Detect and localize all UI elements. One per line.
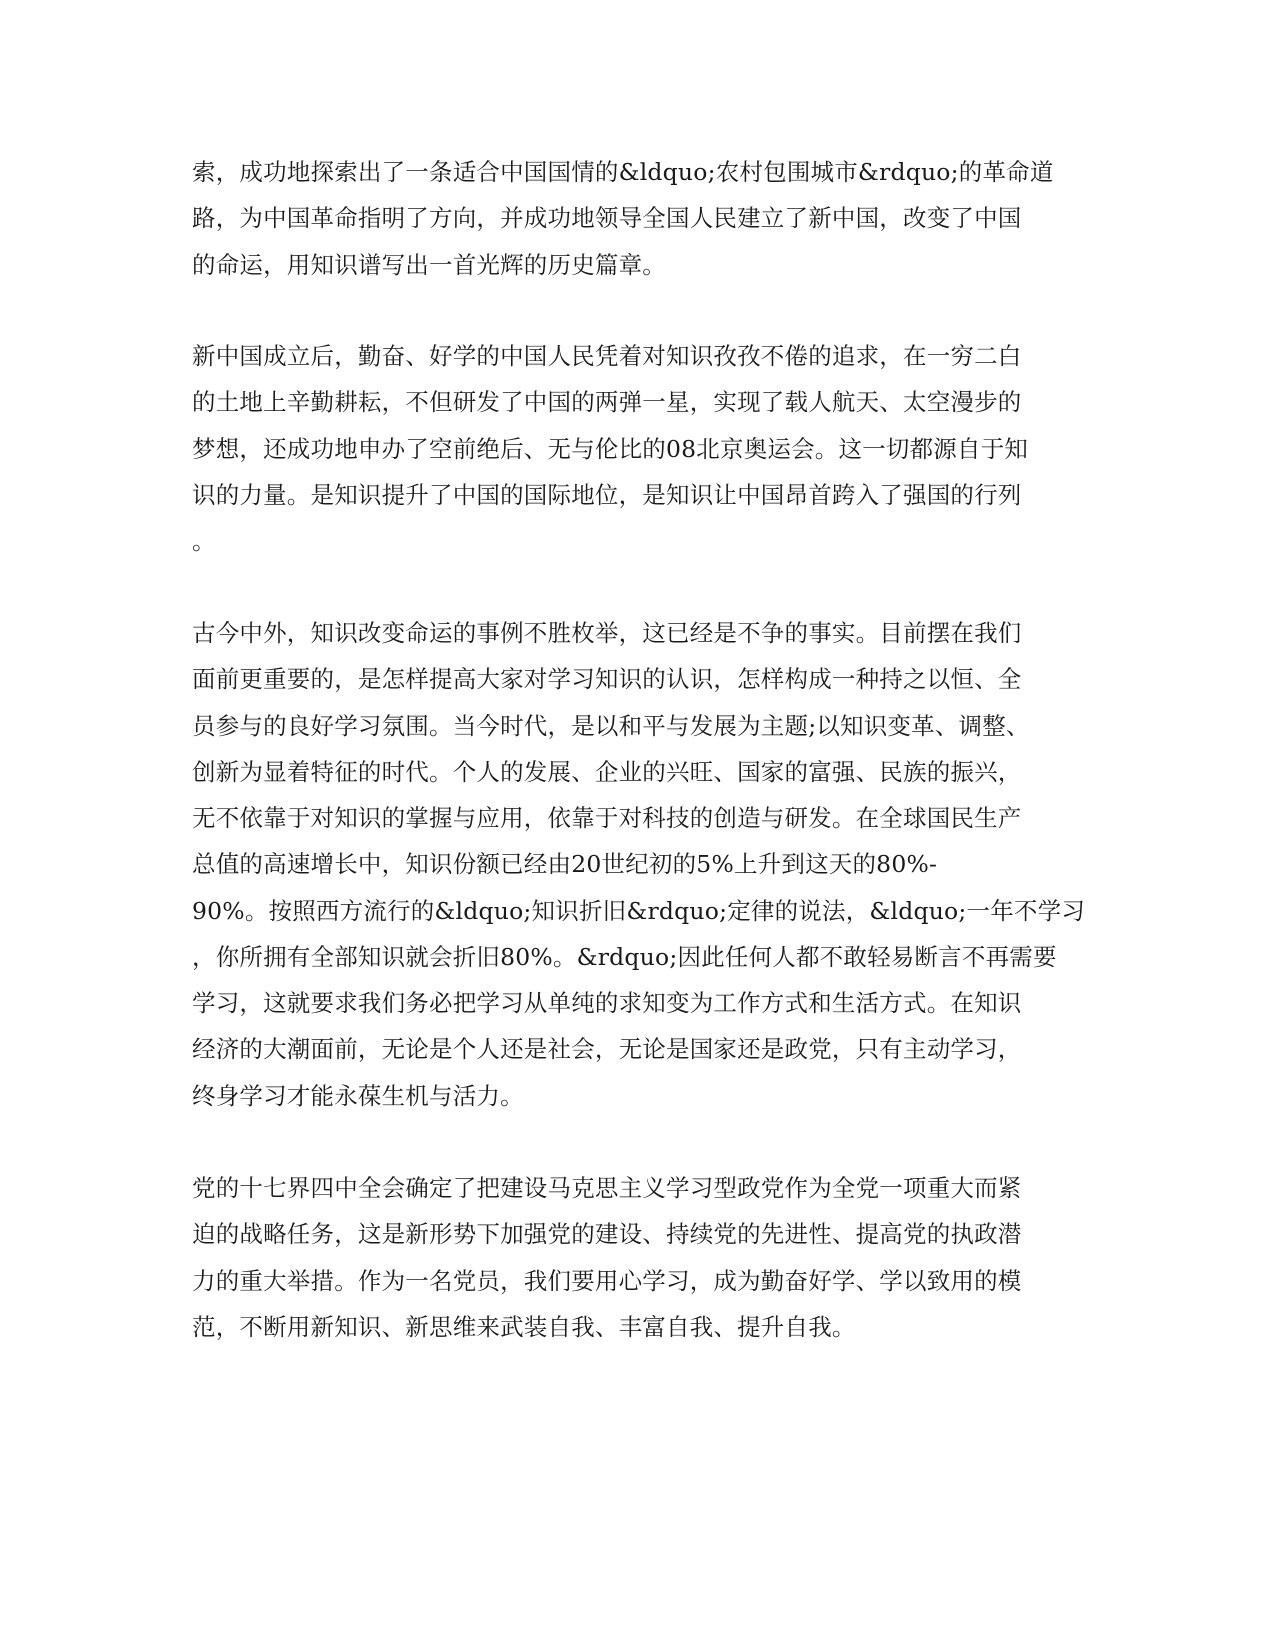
paragraph-2-line-4: 识的力量。是知识提升了中国的国际地位，是知识让中国昂首跨入了强国的行列 — [192, 481, 1022, 509]
paragraph-3-line-3: 员参与的良好学习氛围。当今时代，是以和平与发展为主题;以知识变革、调整、 — [192, 712, 1030, 740]
paragraph-2-line-2: 的土地上辛勤耕耘，不但研发了中国的两弹一星，实现了载人航天、太空漫步的 — [192, 388, 1022, 416]
paragraph-1-line-2: 路，为中国革命指明了方向，并成功地领导全国人民建立了新中国，改变了中国 — [192, 204, 1022, 232]
paragraph-4-line-3: 力的重大举措。作为一名党员，我们要用心学习，成为勤奋好学、学以致用的模 — [192, 1267, 1022, 1295]
paragraph-3-line-11: 终身学习才能永葆生机与活力。 — [192, 1082, 524, 1110]
paragraph-1-line-3: 的命运，用知识谱写出一首光辉的历史篇章。 — [192, 251, 666, 279]
paragraph-3-line-6: 总值的高速增长中，知识份额已经由20世纪初的5%上升到这天的80%- — [192, 850, 938, 878]
paragraph-4-line-4: 范，不断用新知识、新思维来武装自我、丰富自我、提升自我。 — [192, 1313, 856, 1341]
paragraph-1-line-1: 索，成功地探索出了一条适合中国国情的&ldquo;农村包围城市&rdquo;的革命道 — [192, 158, 1054, 186]
paragraph-3-line-4: 创新为显着特征的时代。个人的发展、企业的兴旺、国家的富强、民族的振兴， — [192, 758, 1022, 786]
paragraph-2-line-1: 新中国成立后，勤奋、好学的中国人民凭着对知识孜孜不倦的追求，在一穷二白 — [192, 342, 1022, 370]
paragraph-3-line-9: 学习，这就要求我们务必把学习从单纯的求知变为工作方式和生活方式。在知识 — [192, 989, 1022, 1017]
paragraph-3-line-10: 经济的大潮面前，无论是个人还是社会，无论是国家还是政党，只有主动学习， — [192, 1035, 1022, 1063]
paragraph-3-line-8: ，你所拥有全部知识就会折旧80%。&rdquo;因此任何人都不敢轻易断言不再需要 — [192, 943, 1057, 971]
paragraph-3-line-7: 90%。按照西方流行的&ldquo;知识折旧&rdquo;定律的说法，&ldquo;一年不学习 — [192, 897, 1086, 925]
paragraph-4-line-2: 迫的战略任务，这是新形势下加强党的建设、持续党的先进性、提高党的执政潜 — [192, 1220, 1022, 1248]
paragraph-2-line-5: 。 — [192, 527, 216, 555]
paragraph-4-line-1: 党的十七界四中全会确定了把建设马克思主义学习型政党作为全党一项重大而紧 — [192, 1174, 1022, 1202]
paragraph-3-line-5: 无不依靠于对知识的掌握与应用，依靠于对科技的创造与研发。在全球国民生产 — [192, 804, 1022, 832]
paragraph-3-line-2: 面前更重要的，是怎样提高大家对学习知识的认识，怎样构成一种持之以恒、全 — [192, 665, 1022, 693]
paragraph-2-line-3: 梦想，还成功地申办了空前绝后、无与伦比的08北京奥运会。这一切都源自于知 — [192, 435, 1029, 463]
paragraph-3-line-1: 古今中外，知识改变命运的事例不胜枚举，这已经是不争的事实。目前摆在我们 — [192, 619, 1022, 647]
